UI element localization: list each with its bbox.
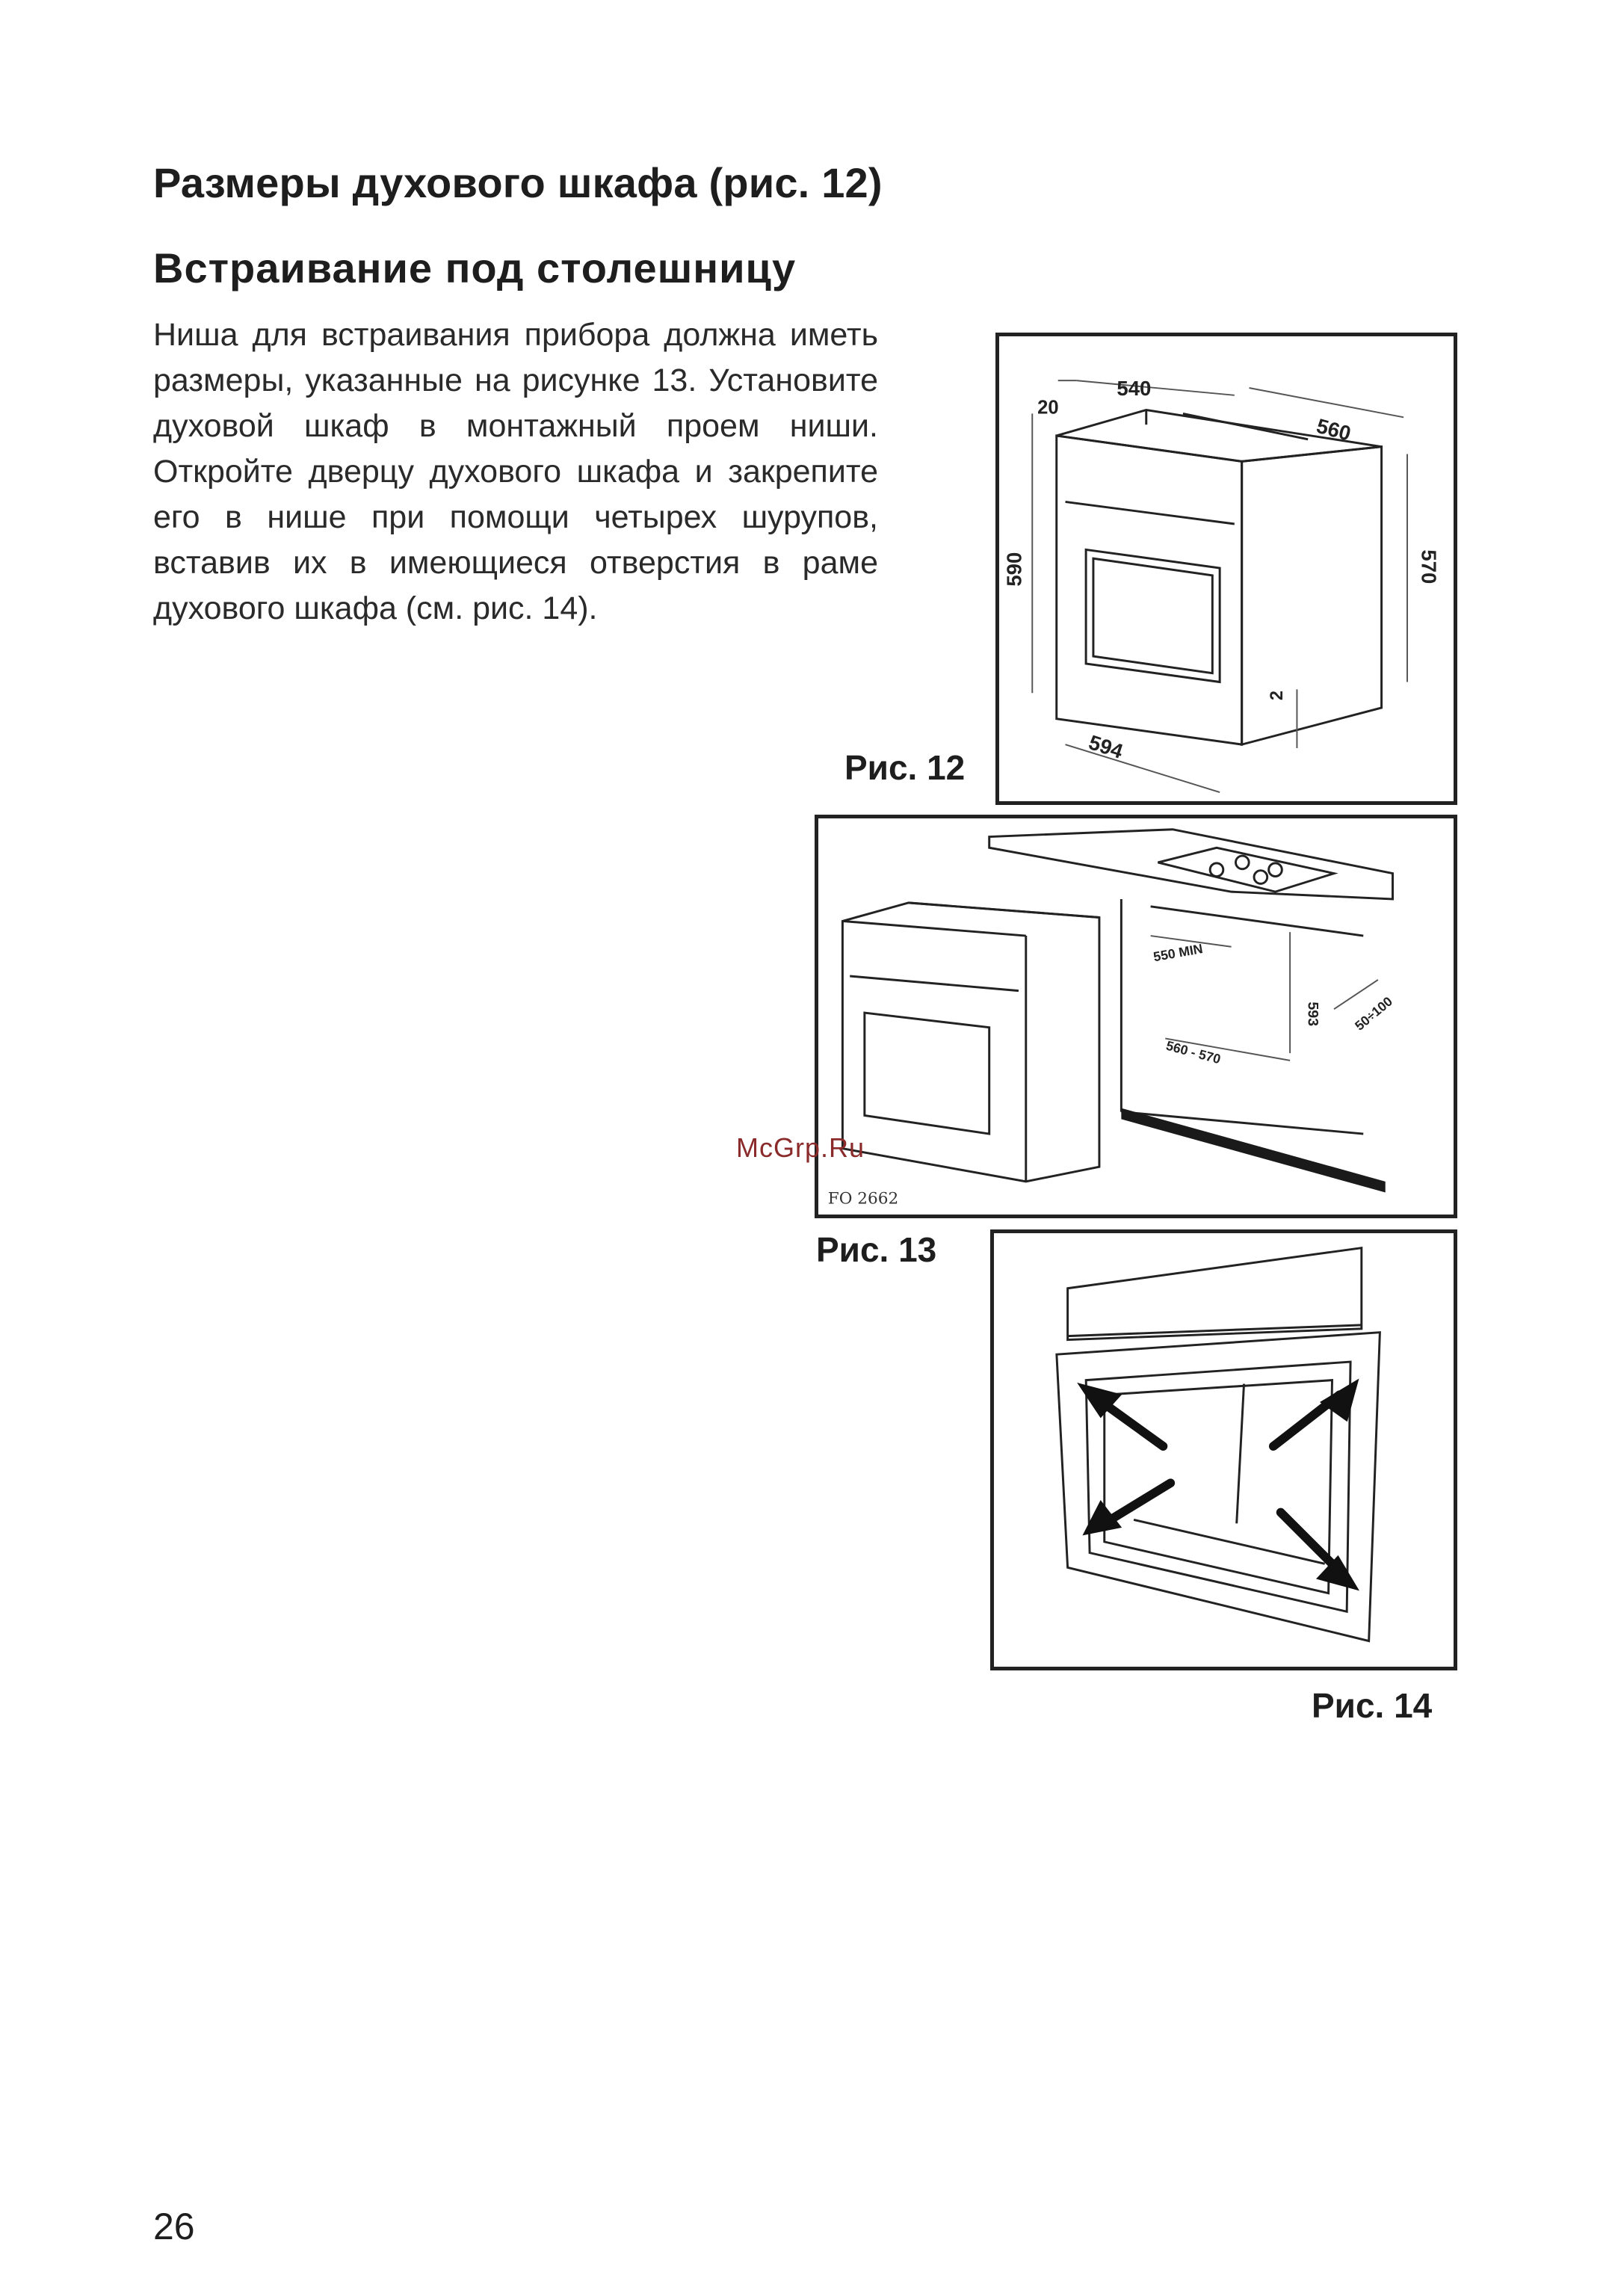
figure-13-drawing [818,818,1454,1215]
dim-50-100: 50÷100 [1352,993,1395,1034]
figure-12-drawing [999,336,1454,801]
dim-20: 20 [1037,397,1059,419]
figure-14 [990,1229,1457,1670]
figure-14-drawing [994,1233,1454,1667]
dim-590: 590 [1002,552,1026,587]
watermark: McGrp.Ru [736,1132,865,1163]
dim-560-570: 560 - 570 [1164,1037,1223,1067]
figure-14-caption: Рис. 14 [1312,1686,1433,1725]
figure-12 [995,333,1457,805]
dim-540: 540 [1117,376,1152,400]
figure-12-caption: Рис. 12 [844,748,966,787]
dim-550-min: 550 MIN [1152,941,1204,965]
figure-13-caption: Рис. 13 [816,1230,937,1269]
page-number: 26 [153,2206,195,2247]
section-title-built-in: Встраивание под столешницу [153,244,797,291]
instruction-paragraph: Ниша для встраивания прибора должна иметь размеры, указанные на рисунке 13. Установите духовой шкаф в монтажный проем ниши. Откройте дверцу духового шкафа и закрепите его в нише при помощи четырех шурупов, вставив их в имеющиеся отверстия в раме духового шкафа (см. рис. 14). [153,317,878,626]
figure-13-code: FO 2662 [827,1189,899,1209]
dim-593: 593 [1304,1002,1321,1027]
figure-13 [815,815,1457,1218]
dim-594: 594 [1086,730,1126,763]
section-title-oven-dimensions: Размеры духового шкафа (рис. 12) [153,159,883,206]
dim-2: 2 [1267,690,1287,701]
dim-560: 560 [1314,413,1353,445]
dim-570: 570 [1417,549,1441,584]
